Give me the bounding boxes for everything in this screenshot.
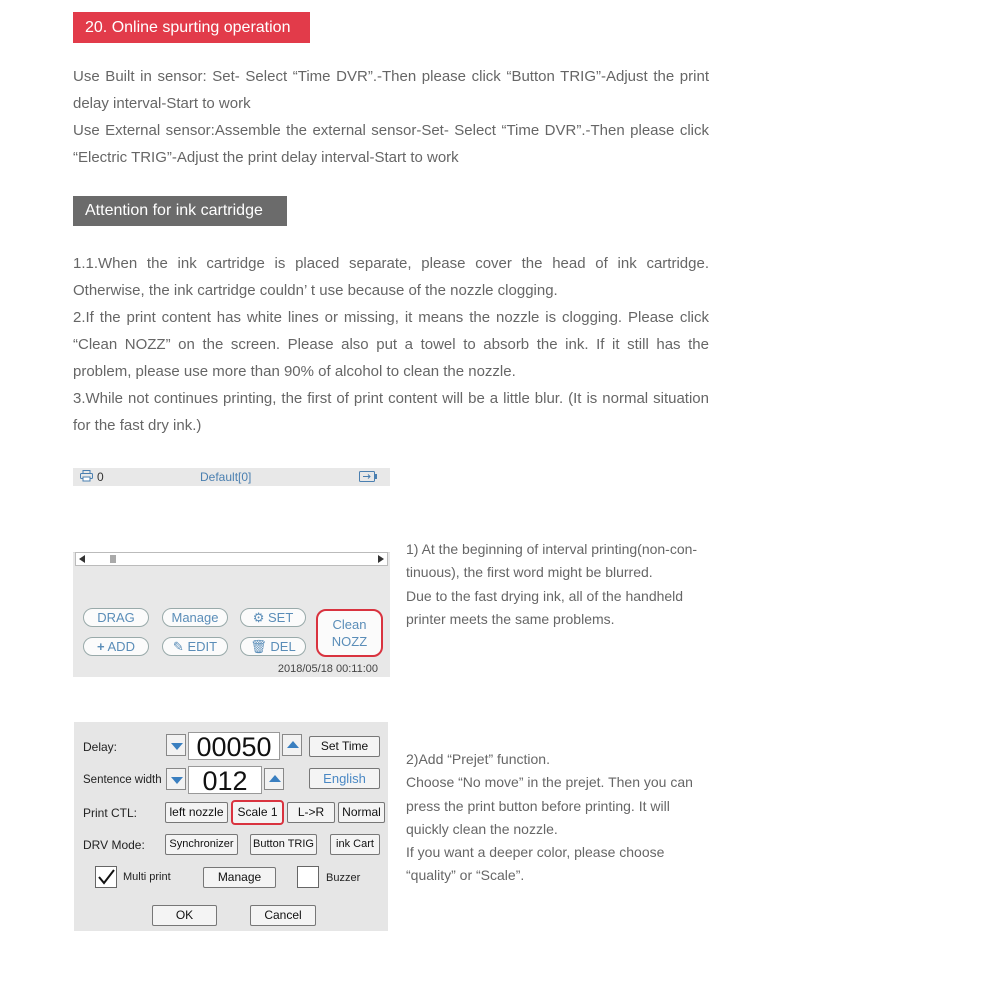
direction-button[interactable]: L->R (287, 802, 335, 823)
edit-icon: ✎ (172, 639, 184, 654)
drv-mode-label: DRV Mode: (83, 838, 145, 852)
caption-line: tinuous), the first word might be blurred. (406, 564, 653, 581)
delay-increment[interactable] (282, 734, 302, 756)
sentence-width-label: Sentence width (83, 774, 162, 786)
ink-cart-button[interactable]: ink Cart (330, 834, 380, 855)
edit-button-label: EDIT (187, 639, 218, 654)
delay-value[interactable]: 00050 (188, 732, 280, 760)
gear-icon: ⚙ (252, 610, 265, 625)
printer-settings-screen (74, 722, 388, 931)
delay-decrement[interactable] (166, 734, 186, 756)
clean-nozzle-button[interactable] (316, 609, 383, 657)
battery-icon (359, 471, 377, 485)
add-button-label: ADD (107, 639, 135, 654)
delay-label: Delay: (83, 740, 118, 754)
chevron-up-icon (287, 741, 299, 748)
trash-icon: 🗑 (250, 639, 267, 654)
sentence-width-increment[interactable] (264, 768, 284, 790)
chevron-down-icon (171, 777, 183, 784)
print-ctl-label: Print CTL: (83, 806, 138, 820)
section-title-online-spurting: 20. Online spurting operation (73, 12, 310, 43)
chevron-up-icon (269, 775, 281, 782)
delete-button-label: DEL (270, 639, 296, 654)
screen-datetime: 2018/05/18 00:11:00 (277, 663, 378, 675)
caption-2 (406, 748, 716, 888)
set-button-label: SET (267, 610, 294, 625)
checkmark-icon (96, 867, 116, 887)
multi-print-label: Multi print (123, 871, 171, 883)
section-title-ink-cartridge: Attention for ink cartridge (73, 196, 287, 226)
paragraph: 2.If the print content has white lines or missing, it means the nozzle is clogging. Please click “Clean NOZZ” on the screen. Please also put a towel to absorb the ink. If it still has the problem, please use more than 90% of alcohol to clean the nozzle. (73, 309, 709, 380)
printer-main-screen (73, 468, 390, 677)
paragraph: 3.While not continues printing, the first of print content will be a little blur. (It is normal situation for the fast dry ink.) (73, 390, 709, 434)
clean-nozzle-label-1: Clean (332, 617, 367, 632)
language-button[interactable]: English (309, 768, 380, 789)
paragraph: Use External sensor:Assemble the external sensor-Set- Select “Time DVR”.-Then please click “Electric TRIG”-Adjust the print delay interval-Start to work (73, 122, 709, 166)
sentence-width-value[interactable]: 012 (188, 766, 262, 794)
manage-button[interactable]: Manage (203, 867, 276, 888)
edit-button[interactable] (162, 637, 228, 656)
caption-line: Due to the fast drying ink, all of the handheld (406, 587, 684, 604)
caption-line: quickly clean the nozzle. (406, 820, 558, 837)
caption-1 (406, 538, 716, 631)
file-title: Default[0] (200, 470, 252, 484)
caption-line: If you want a deeper color, please choose (406, 844, 665, 861)
set-button[interactable] (240, 608, 306, 627)
scroll-right-icon[interactable] (378, 555, 384, 563)
scale-button[interactable]: Scale 1 (231, 800, 284, 825)
printer-icon (80, 470, 93, 485)
normal-button[interactable]: Normal (338, 802, 385, 823)
caption-line: press the print button before printing. It will (406, 797, 670, 814)
print-count: 0 (97, 470, 104, 484)
scroll-left-icon[interactable] (79, 555, 85, 563)
clean-nozzle-label-2: NOZZ (331, 634, 368, 649)
screen-status-bar (73, 468, 390, 486)
buzzer-label: Buzzer (326, 872, 361, 884)
set-time-button[interactable]: Set Time (309, 736, 380, 757)
caption-line: Choose “No move” in the prejet. Then you can (406, 774, 693, 791)
add-button[interactable] (83, 637, 149, 656)
print-content-area[interactable] (73, 486, 390, 553)
scroll-thumb[interactable] (110, 555, 116, 563)
caption-line: 1) At the beginning of interval printing(non-con- (406, 541, 698, 557)
caption-line: printer meets the same problems. (406, 610, 615, 627)
cancel-button[interactable]: Cancel (250, 905, 316, 926)
paragraph: 1.1.When the ink cartridge is placed separate, please cover the head of ink cartridge. Otherwise, the ink cartridge couldn’ t use because of the nozzle clogging. (73, 255, 709, 299)
ok-button[interactable]: OK (152, 905, 217, 926)
caption-line: 2)Add “Prejet” function. (406, 751, 550, 767)
manage-button[interactable]: Manage (162, 608, 228, 627)
left-nozzle-button[interactable]: left nozzle (165, 802, 228, 823)
button-trig-button[interactable]: Button TRIG (250, 834, 317, 855)
plus-icon: + (97, 639, 105, 654)
horizontal-scrollbar[interactable] (75, 552, 388, 566)
sentence-width-decrement[interactable] (166, 768, 186, 790)
online-spurting-text (73, 63, 709, 171)
chevron-down-icon (171, 743, 183, 750)
ink-cartridge-text (73, 250, 709, 439)
paragraph: Use Built in sensor: Set- Select “Time DVR”.-Then please click “Button TRIG”-Adjust the print delay interval-Start to work (73, 68, 709, 112)
multi-print-checkbox[interactable] (95, 866, 117, 888)
buzzer-checkbox[interactable] (297, 866, 319, 888)
caption-line: “quality” or “Scale”. (406, 867, 525, 884)
drag-button[interactable]: DRAG (83, 608, 149, 627)
delete-button[interactable] (240, 637, 306, 656)
synchronizer-button[interactable]: Synchronizer (165, 834, 238, 855)
